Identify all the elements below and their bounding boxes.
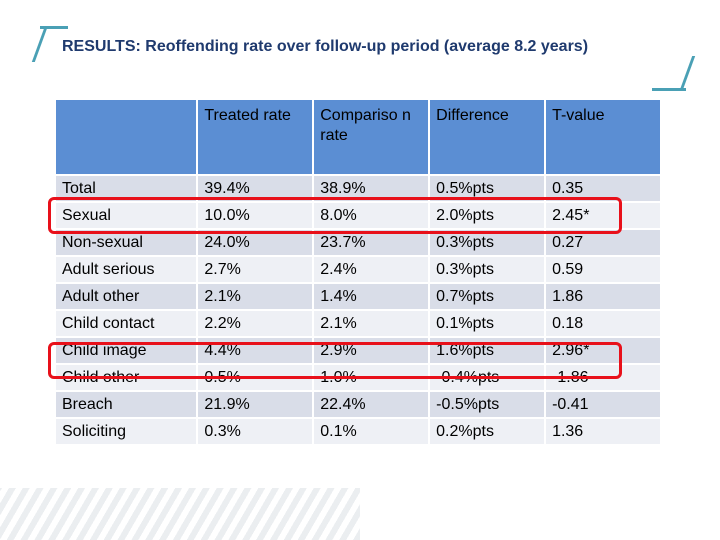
row-label: Child image bbox=[56, 338, 196, 363]
corner-accent-top-right-bar bbox=[652, 88, 686, 91]
t-value-cell: 1.36 bbox=[546, 419, 660, 444]
comparison-rate-cell: 8.0% bbox=[314, 203, 428, 228]
row-label: Adult other bbox=[56, 284, 196, 309]
table-row bbox=[56, 392, 660, 417]
t-value-cell: -1.86 bbox=[546, 365, 660, 390]
treated-rate-cell: 2.7% bbox=[198, 257, 312, 282]
comparison-rate-cell: 38.9% bbox=[314, 176, 428, 201]
difference-cell: 0.5%pts bbox=[430, 176, 544, 201]
header-comparison-rate: Compariso n rate bbox=[314, 100, 428, 174]
row-label: Sexual bbox=[56, 203, 196, 228]
treated-rate-cell: 24.0% bbox=[198, 230, 312, 255]
highlight-box-sexual bbox=[48, 197, 622, 234]
header-blank bbox=[56, 100, 196, 174]
difference-cell: 0.3%pts bbox=[430, 230, 544, 255]
difference-cell: 0.1%pts bbox=[430, 311, 544, 336]
comparison-rate-cell: 1.0% bbox=[314, 365, 428, 390]
comparison-rate-cell: 2.1% bbox=[314, 311, 428, 336]
treated-rate-cell: 2.2% bbox=[198, 311, 312, 336]
treated-rate-cell: 2.1% bbox=[198, 284, 312, 309]
row-label: Total bbox=[56, 176, 196, 201]
t-value-cell: 2.96* bbox=[546, 338, 660, 363]
treated-rate-cell: 0.3% bbox=[198, 419, 312, 444]
table-row bbox=[56, 257, 660, 282]
treated-rate-cell: 4.4% bbox=[198, 338, 312, 363]
corner-accent-top-left-bar bbox=[40, 26, 68, 29]
highlight-box-child-image bbox=[48, 342, 622, 379]
table-header-row bbox=[56, 100, 660, 174]
row-label: Adult serious bbox=[56, 257, 196, 282]
treated-rate-cell: 10.0% bbox=[198, 203, 312, 228]
t-value-cell: 0.27 bbox=[546, 230, 660, 255]
difference-cell: 1.6%pts bbox=[430, 338, 544, 363]
comparison-rate-cell: 1.4% bbox=[314, 284, 428, 309]
treated-rate-cell: 21.9% bbox=[198, 392, 312, 417]
corner-accent-top-right bbox=[680, 56, 695, 90]
comparison-rate-cell: 23.7% bbox=[314, 230, 428, 255]
difference-cell: 0.2%pts bbox=[430, 419, 544, 444]
results-table bbox=[54, 98, 662, 446]
slide-title: RESULTS: Reoffending rate over follow-up period (average 8.2 years) bbox=[62, 38, 589, 55]
row-label: Breach bbox=[56, 392, 196, 417]
comparison-rate-cell: 22.4% bbox=[314, 392, 428, 417]
t-value-cell: 2.45* bbox=[546, 203, 660, 228]
table-row bbox=[56, 419, 660, 444]
comparison-rate-cell: 2.9% bbox=[314, 338, 428, 363]
t-value-cell: 0.35 bbox=[546, 176, 660, 201]
header-treated-rate: Treated rate bbox=[198, 100, 312, 174]
table-row bbox=[56, 284, 660, 309]
table-row bbox=[56, 311, 660, 336]
footer-pattern bbox=[0, 488, 360, 540]
corner-accent-top-left bbox=[32, 28, 47, 62]
row-label: Non-sexual bbox=[56, 230, 196, 255]
difference-cell: 0.3%pts bbox=[430, 257, 544, 282]
header-t-value: T-value bbox=[546, 100, 660, 174]
t-value-cell: 0.59 bbox=[546, 257, 660, 282]
difference-cell: 0.7%pts bbox=[430, 284, 544, 309]
treated-rate-cell: 0.5% bbox=[198, 365, 312, 390]
comparison-rate-cell: 0.1% bbox=[314, 419, 428, 444]
t-value-cell: 1.86 bbox=[546, 284, 660, 309]
difference-cell: -0.4%pts bbox=[430, 365, 544, 390]
t-value-cell: -0.41 bbox=[546, 392, 660, 417]
comparison-rate-cell: 2.4% bbox=[314, 257, 428, 282]
row-label: Soliciting bbox=[56, 419, 196, 444]
difference-cell: -0.5%pts bbox=[430, 392, 544, 417]
row-label: Child contact bbox=[56, 311, 196, 336]
row-label: Child other bbox=[56, 365, 196, 390]
header-difference: Difference bbox=[430, 100, 544, 174]
difference-cell: 2.0%pts bbox=[430, 203, 544, 228]
t-value-cell: 0.18 bbox=[546, 311, 660, 336]
treated-rate-cell: 39.4% bbox=[198, 176, 312, 201]
